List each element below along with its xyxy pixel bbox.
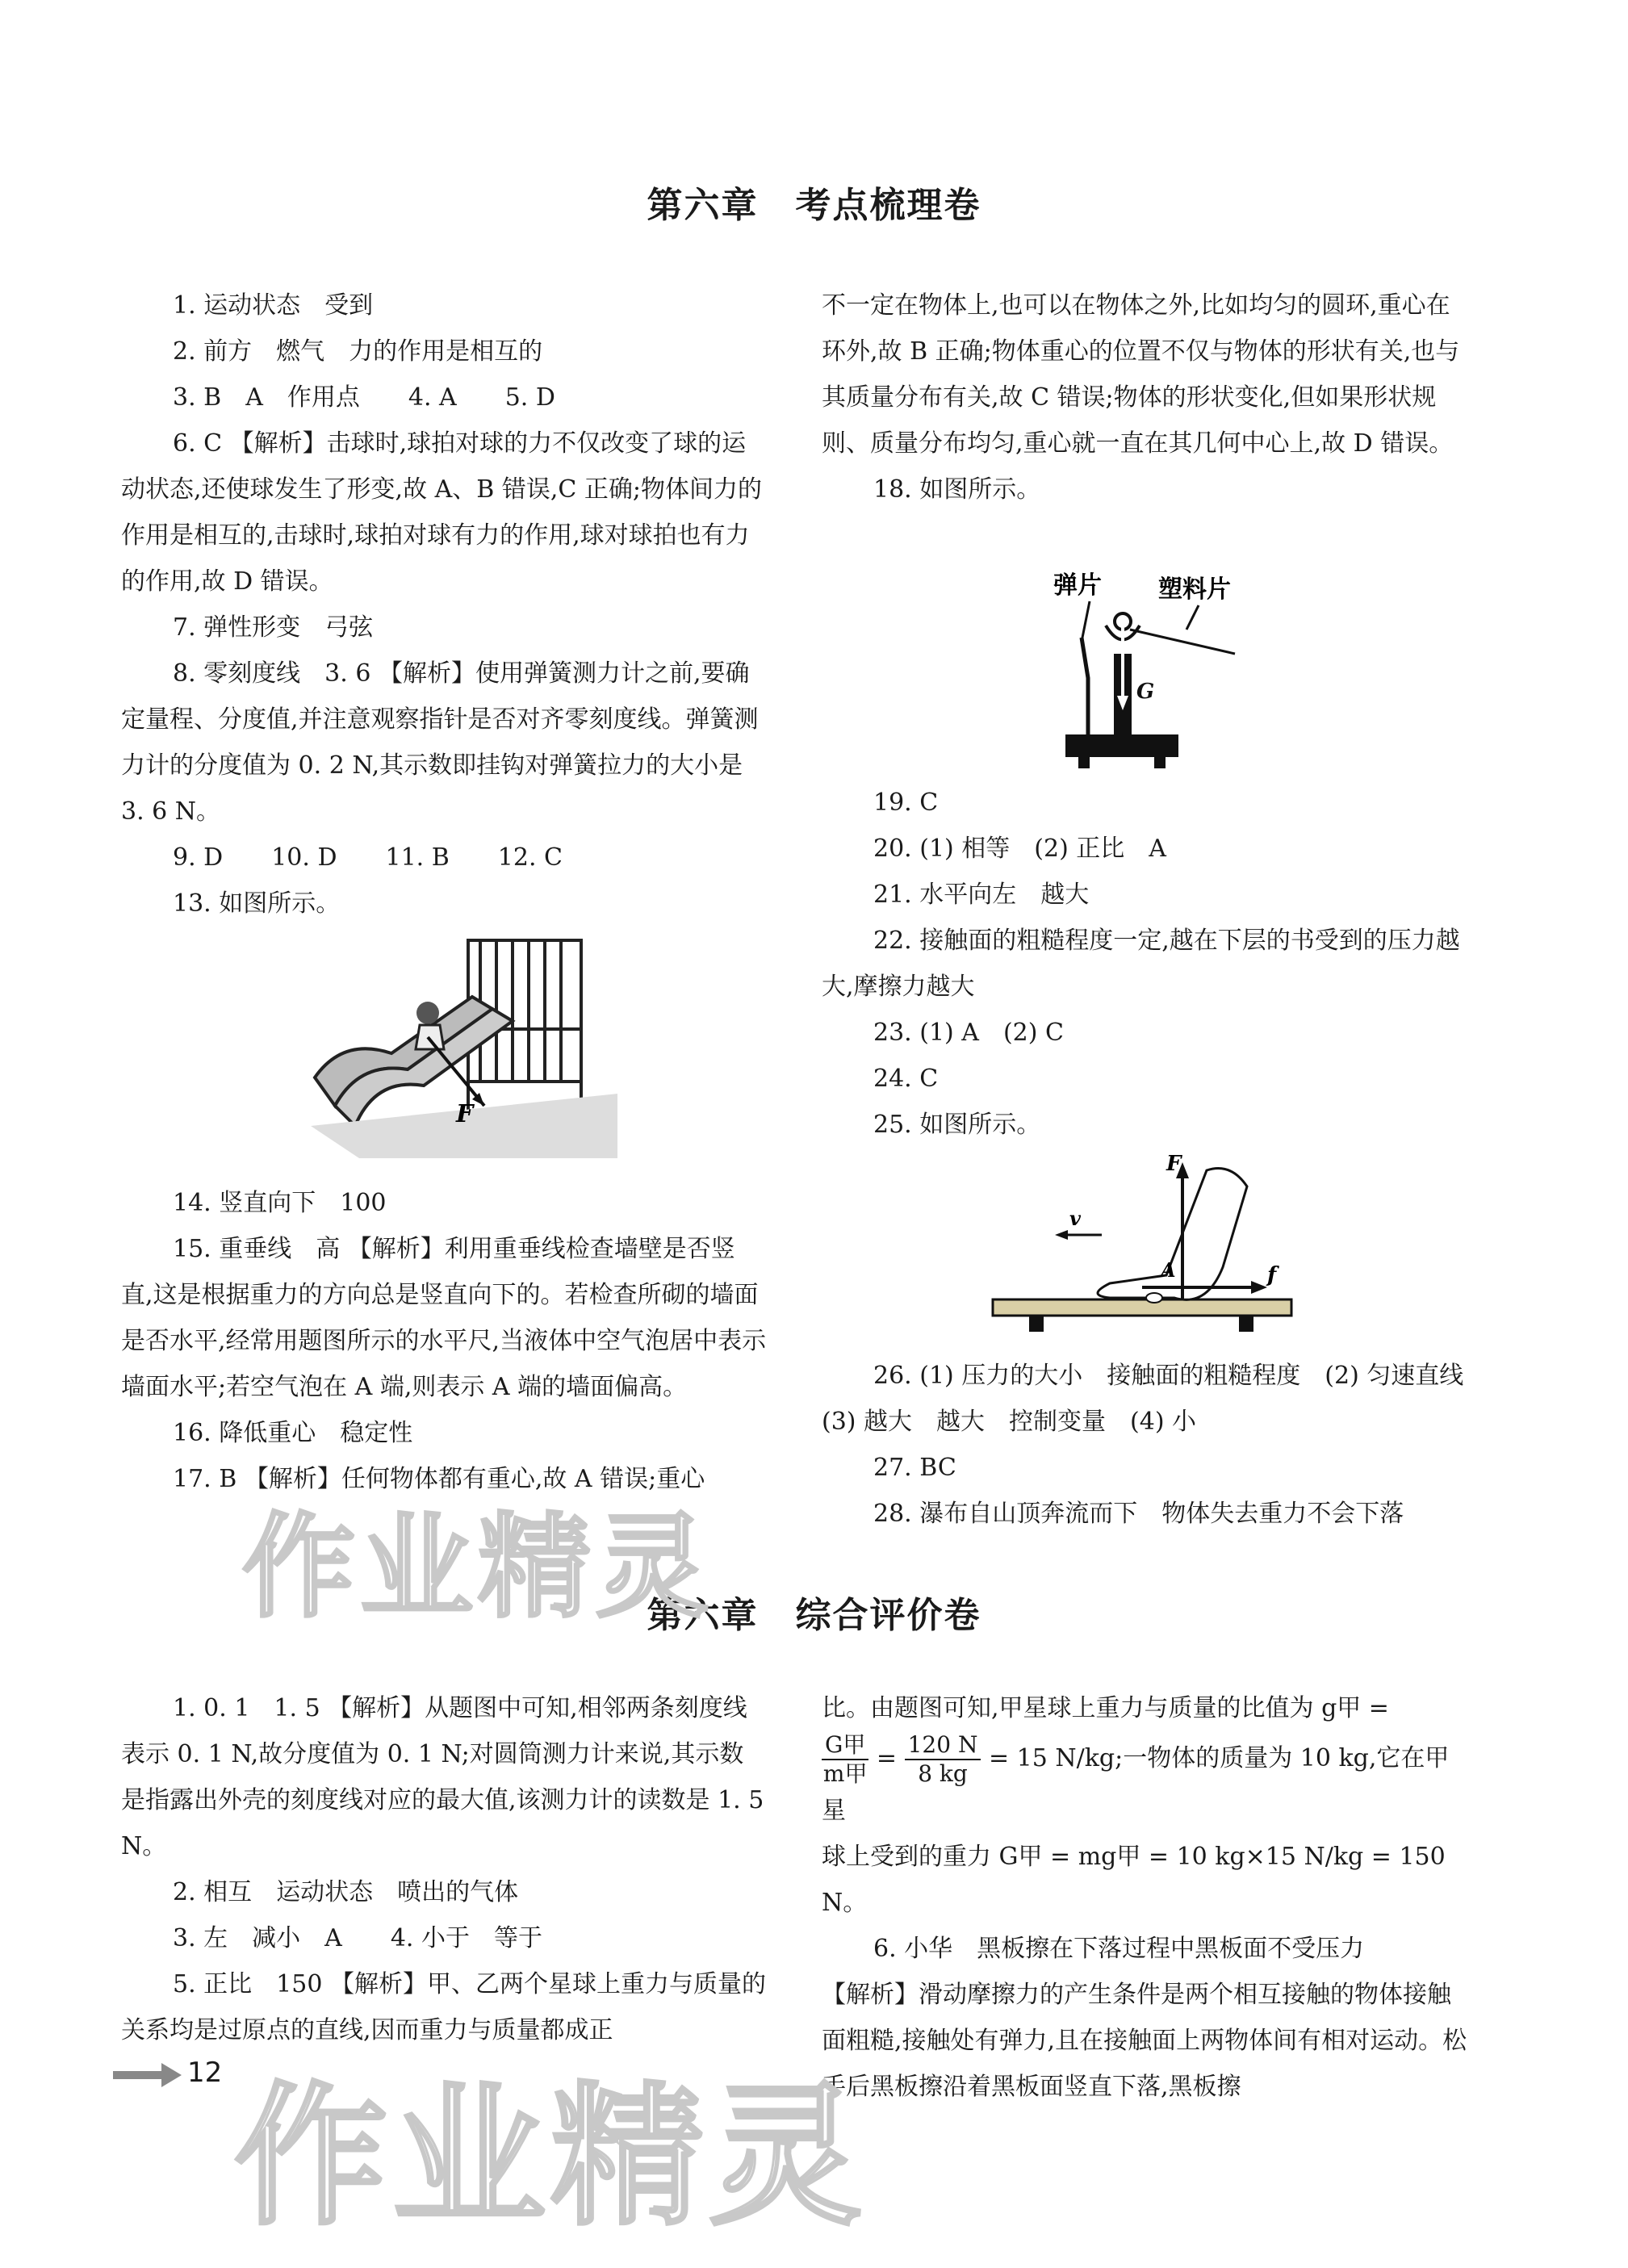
gravity-figure — [1049, 565, 1259, 775]
answer-20: 20. (1) 相等 (2) 正比 A — [873, 835, 1166, 863]
eval-answer-5-continued-c: 球上受到的重力 G甲 = mg甲 = 10 kg×15 N/kg = 150 N。 — [822, 1843, 1446, 1917]
section1-left-column-2 — [121, 1180, 767, 1502]
watermark-middle: 作业精灵 — [242, 1502, 714, 1634]
section1-right-column-3 — [822, 1353, 1488, 1537]
label-spring-piece: 弹片 — [1053, 571, 1102, 600]
label-plastic-piece: 塑料片 — [1158, 575, 1231, 604]
answer-14: 14. 竖直向下 100 — [173, 1189, 387, 1217]
answer-17: 17. B 【解析】任何物体都有重心,故 A 错误;重心 — [173, 1465, 705, 1493]
fraction-g-over-m: $\frac{\text{G甲}}{\text{m甲}}$ — [822, 1731, 868, 1787]
section2-right-column — [822, 1685, 1467, 2110]
eval-answer-6-analysis: 【解析】滑动摩擦力的产生条件是两个相互接触的物体接触面粗糙,接触处有弹力,且在接触面上两物体间有相对运动。松手后黑板擦沿着黑板面竖直下落,黑板擦 — [822, 1981, 1467, 2101]
friction-label: f — [1267, 1263, 1277, 1287]
answer-16: 16. 降低重心 稳定性 — [173, 1419, 413, 1447]
point-a-label: A — [1161, 1258, 1176, 1282]
answer-6: 6. C 【解析】击球时,球拍对球的力不仅改变了球的运动状态,还使球发生了形变,故 A、B 错误,C 正确;物体间力的作用是相互的,击球时,球拍对球有力的作用,球对球拍也有力的作用,故 D 错误。 — [121, 429, 762, 596]
force-label: F — [456, 1100, 474, 1128]
answer-17-continued: 不一定在物体上,也可以在物体之外,比如均匀的圆环,重心在环外,故 B 正确;物体重心的位置不仅与物体的形状有关,也与其质量分布有关,故 C 错误;物体的形状变化,但如果形状规则、质量分布均匀,重心就一直在其几何中心上,故 D 错误。 — [822, 291, 1460, 458]
answer-1: 1. 运动状态 受到 — [173, 291, 374, 320]
gravity-label: G — [1136, 680, 1155, 704]
eval-answer-5-formula: $\frac{\text{G甲}}{\text{m甲}}$ = $\frac{120 N}{8 kg}$ = 15 N/kg;一物体的质量为 10 kg,它在甲星 — [822, 1731, 1450, 1825]
section2-title: 第六章 综合评价卷 — [647, 1595, 981, 1636]
answer-2: 2. 前方 燃气 力的作用是相互的 — [173, 337, 543, 366]
watermark-bottom: 作业精灵 — [234, 2068, 868, 2246]
velocity-label: v — [1069, 1207, 1081, 1230]
eval-answer-5: 5. 正比 150 【解析】甲、乙两个星球上重力与质量的关系均是过原点的直线,因而重力与质量都成正 — [121, 1970, 766, 2044]
eval-answer-1: 1. 0. 1 1. 5 【解析】从题图中可知,相邻两条刻度线表示 0. 1 N,故分度值为 0. 1 N;对圆筒测力计来说,其示数是指露出外壳的刻度线对应的最大值,该测力计的读数是 1. 5 N。 — [121, 1694, 764, 1860]
answer-18: 18. 如图所示。 — [873, 475, 1041, 504]
section2-left-column — [121, 1685, 767, 2053]
answer-24: 24. C — [873, 1065, 939, 1093]
fraction-120-over-8: $\frac{120 N}{8 kg}$ — [905, 1731, 981, 1788]
section1-left-column — [121, 282, 767, 927]
answer-26: 26. (1) 压力的大小 接触面的粗糙程度 (2) 匀速直线 (3) 越大 越大 控制变量 (4) 小 — [822, 1362, 1488, 1436]
answer-21: 21. 水平向左 越大 — [873, 881, 1090, 909]
eval-answer-2: 2. 相互 运动状态 喷出的气体 — [173, 1878, 519, 1906]
eval-answer-6: 6. 小华 黑板擦在下落过程中黑板面不受压力 — [873, 1935, 1365, 1963]
normal-force-label: F — [1166, 1152, 1182, 1176]
answer-19: 19. C — [873, 789, 939, 817]
friction-figure — [989, 1146, 1295, 1340]
answer-22: 22. 接触面的粗糙程度一定,越在下层的书受到的压力越大,摩擦力越大 — [822, 927, 1460, 1001]
answer-7: 7. 弹性形变 弓弦 — [173, 613, 374, 642]
section1-right-column-2 — [822, 780, 1467, 1148]
arrow-icon — [113, 2063, 182, 2087]
answer-27: 27. BC — [873, 1454, 956, 1482]
section1-title: 第六章 考点梳理卷 — [647, 185, 981, 226]
eval-answer-3-4: 3. 左 减小 A 4. 小于 等于 — [173, 1924, 542, 1952]
answer-23: 23. (1) A (2) C — [873, 1019, 1064, 1047]
answer-15: 15. 重垂线 高 【解析】利用重垂线检查墙壁是否竖直,这是根据重力的方向总是竖直向下的。若检查所砌的墙面是否水平,经常用题图所示的水平尺,当液体中空气泡居中表示墙面水平;若空气泡在 A 端,则表示 A 端的墙面偏高。 — [121, 1235, 767, 1401]
eval-answer-5-continued-a: 比。由题图可知,甲星球上重力与质量的比值为 g甲 = — [822, 1694, 1389, 1722]
slide-figure — [311, 932, 617, 1158]
answer-3-5: 3. B A 作用点 4. A 5. D — [173, 383, 555, 412]
page-number: 12 — [187, 2057, 223, 2089]
answer-25: 25. 如图所示。 — [873, 1111, 1041, 1139]
answer-8: 8. 零刻度线 3. 6 【解析】使用弹簧测力计之前,要确定量程、分度值,并注意观察指针是否对齐零刻度线。弹簧测力计的分度值为 0. 2 N,其示数即挂钩对弹簧拉力的大小是 3. 6 N。 — [121, 659, 759, 826]
answer-9-12: 9. D 10. D 11. B 12. C — [173, 843, 563, 872]
answer-13: 13. 如图所示。 — [173, 889, 341, 918]
section1-right-column — [822, 282, 1467, 513]
answer-28: 28. 瀑布自山顶奔流而下 物体失去重力不会下落 — [873, 1500, 1404, 1528]
